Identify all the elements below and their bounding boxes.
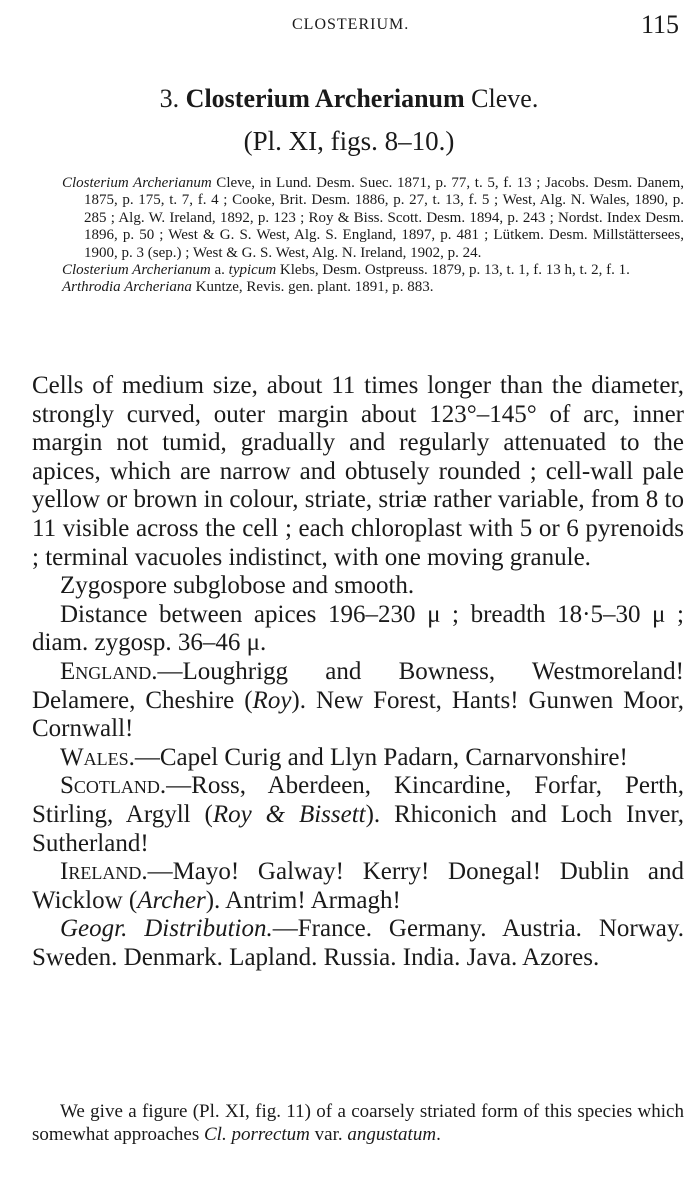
synonymy-entry	[62, 279, 684, 296]
region-label: Wales.	[60, 743, 135, 771]
species-title	[0, 84, 698, 114]
synonym-citation: Klebs, Desm. Ostpreuss. 1879, p. 13, t. 1, f. 13 h, t. 2, f. 1.	[276, 262, 630, 279]
synonym-citation: Cleve, in Lund. Desm. Suec. 1871, p. 77, t. 5, f. 13 ; Jacobs. Desm. Danem, 1875, p. 175, t. 7, f. 4 ; Cooke, Brit. Desm. 1886, p. 27, t. 13, f. 5 ; West, Alg. N. Wales, 1890, p. 285 ; Alg. W. Ireland, 1892, p. 123 ; Roy & Biss. Scott. Desm. 1894, p. 243 ; Nordst. Index Desm. 1896, p. 50 ; West & G. S. West, Alg. S. England, 1897, p. 481 ; Lütkem. Desm. Millstättersees, 1900, p. 3 (sep.) ; West & G. S. West, Alg. N. Ireland, 1902, p. 24.	[84, 175, 684, 261]
running-head: CLOSTERIUM.	[292, 16, 410, 33]
synonymy-entry	[62, 262, 684, 279]
locality-ireland: Ireland.—Mayo! Galway! Kerry! Donegal! Dublin and Wicklow (Archer). Antrim! Armagh!	[32, 858, 684, 914]
geographic-distribution: Geogr. Distribution.—France. Germany. Austria. Norway. Sweden. Denmark. Lapland. Russia. India. Java. Azores.	[32, 915, 684, 971]
dimensions-paragraph: Distance between apices 196–230 μ ; breadth 18·5–30 μ ; diam. zygosp. 36–46 μ.	[32, 600, 684, 657]
description-paragraph: Cells of medium size, about 11 times longer than the diameter, strongly curved, outer margin about 123°–145° of arc, inner margin not tumid, gradually and regularly attenuated to the apices, which are narrow and obtusely rounded ; cell-wall pale yellow or brown in colour, striate, striæ rather variable, from 8 to 11 visible across the cell ; each chloroplast with 5 or 6 pyrenoids ; terminal vacuoles indistinct, with one moving granule.	[32, 372, 684, 571]
region-label: England.	[60, 657, 158, 685]
synonymy-entry	[62, 175, 684, 262]
synonym-name: Closterium Archerianum	[62, 262, 211, 279]
collector-name: Archer	[137, 886, 206, 914]
species-number: 3.	[159, 84, 180, 113]
synonym-name: Arthrodia Archeriana	[62, 279, 192, 296]
related-variety: angustatum	[347, 1124, 437, 1145]
zygospore-paragraph: Zygospore subglobose and smooth.	[60, 572, 415, 600]
locality-scotland: Scotland.—Ross, Aberdeen, Kincardine, Forfar, Perth, Stirling, Argyll (Roy & Bissett). Rhiconich and Loch Inver, Sutherland!	[32, 772, 684, 857]
page-header	[0, 6, 698, 40]
figure-note	[32, 1100, 684, 1146]
plate-reference: (Pl. XI, figs. 8–10.)	[243, 126, 455, 156]
collector-name: Roy	[252, 686, 292, 714]
page-number: 115	[640, 10, 679, 39]
note-paragraph: We give a figure (Pl. XI, fig. 11) of a coarsely striated form of this species which somewhat approaches Cl. porrectum var. angustatum.	[32, 1101, 684, 1145]
synonym-citation: Kuntze, Revis. gen. plant. 1891, p. 883.	[191, 279, 434, 296]
collector-name: Roy & Bissett	[212, 800, 366, 828]
synonym-variety: typicum	[228, 262, 277, 279]
region-label: Geogr. Distribution.	[60, 915, 273, 943]
synonymy-list	[62, 175, 684, 297]
species-author: Cleve.	[471, 84, 539, 113]
species-name: Closterium Archerianum	[185, 84, 465, 113]
related-species: Cl. porrectum	[204, 1124, 310, 1145]
locality-england: England.—Loughrigg and Bowness, Westmoreland! Delamere, Cheshire (Roy). New Forest, Hants! Gunwen Moor, Cornwall!	[32, 657, 684, 743]
locality-wales: Wales.—Capel Curig and Llyn Padarn, Carnarvonshire!	[60, 743, 628, 771]
region-label: Ireland.	[60, 858, 148, 886]
region-label: Scotland.	[60, 772, 167, 800]
species-description	[32, 372, 684, 972]
synonym-connector: a.	[210, 262, 229, 279]
synonym-name: Closterium Archerianum	[62, 175, 212, 191]
